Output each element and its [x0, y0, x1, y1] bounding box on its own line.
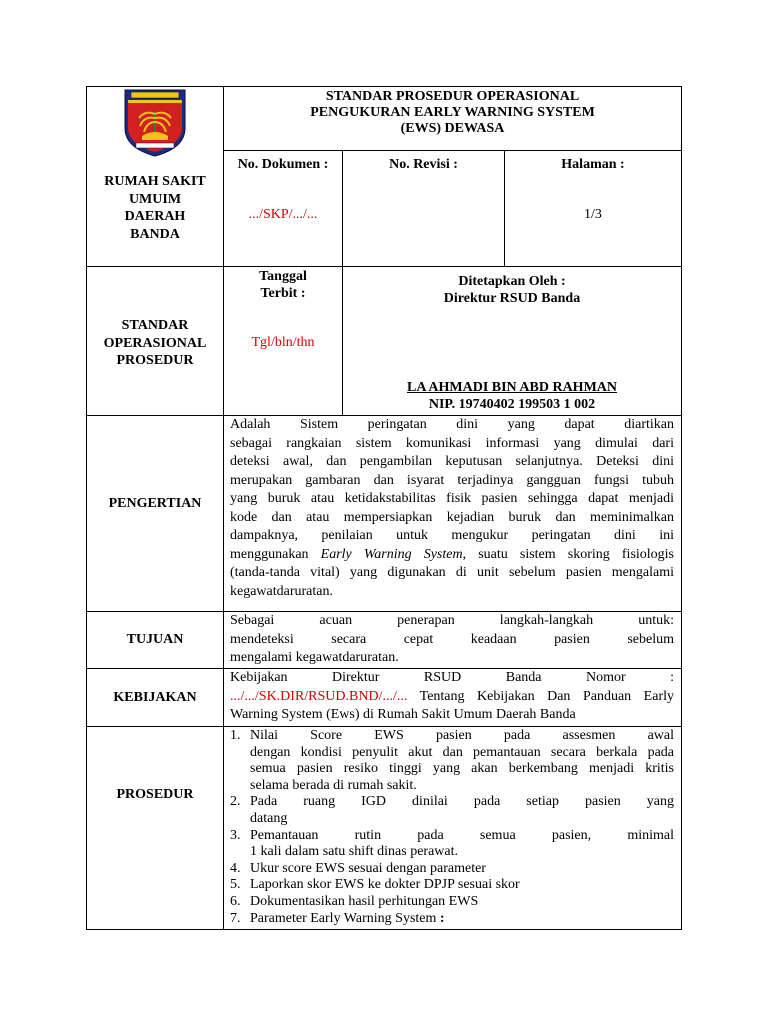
- document-title-line: PENGUKURAN EARLY WARNING SYSTEM: [310, 105, 595, 120]
- row-divider-prosedur: [86, 726, 682, 727]
- issue-date-label-line: Terbit :: [260, 286, 306, 301]
- procedure-step: [230, 794, 674, 827]
- procedure-step-line: selama berada di rumah sakit.: [250, 777, 417, 793]
- doc-number-label: No. Dokumen :: [237, 157, 329, 172]
- pengertian-line: (tanda-tanda vital) yang digunakan di unit sebelum pasien mengalami: [230, 565, 674, 580]
- hospital-name-line: UMUIM: [128, 191, 182, 207]
- pengertian-label: PENGERTIAN: [108, 496, 202, 511]
- procedure-step-line: datang: [250, 810, 288, 826]
- procedure-step-line: dengan kondisi penyulit akut dan pemantauan secara berkala pada: [250, 744, 674, 760]
- approved-by-line: Ditetapkan Oleh :: [458, 274, 566, 289]
- kebijakan-line: [230, 688, 674, 707]
- kebijakan-line-post: Tentang Kebijakan Dan Panduan Early: [407, 688, 674, 704]
- pengertian-line: dampaknya, penilaian untuk mengukur peringatan dini ini: [230, 528, 674, 543]
- issue-date-value: Tgl/bln/thn: [251, 335, 315, 350]
- pengertian-line: Adalah Sistem peringatan dini yang dapat diartikan: [230, 417, 674, 432]
- document-title-line: STANDAR PROSEDUR OPERASIONAL: [325, 89, 580, 104]
- page-label: Halaman :: [561, 157, 625, 172]
- pengertian-line: kegawatdaruratan.: [230, 583, 333, 599]
- procedure-step-line: Pemantauan rutin pada semua pasien, minimal: [250, 827, 674, 843]
- hospital-name-line: BANDA: [130, 226, 180, 242]
- kebijakan-text: [230, 669, 674, 725]
- page-value: 1/3: [584, 207, 602, 222]
- hospital-name-line: DAERAH: [124, 209, 186, 224]
- pengertian-line-pre: menggunakan: [230, 546, 309, 562]
- procedure-step: [230, 861, 674, 878]
- pengertian-line: merupakan gambaran dan isyarat terjadinya gangguan fungsi tubuh: [230, 472, 674, 488]
- doc-number-value: .../SKP/.../...: [248, 207, 318, 222]
- hospital-name-line: RUMAH SAKIT: [104, 174, 206, 189]
- procedure-step-number: 7.: [230, 910, 241, 926]
- approved-by: [343, 273, 681, 307]
- sop-label-line: STANDAR: [121, 318, 189, 333]
- procedure-step: [230, 877, 674, 894]
- tujuan-line: mengalami kegawatdaruratan.: [230, 650, 399, 665]
- pengertian-line: sebagai rangkaian sistem komunikasi informasi yang dimulai dari: [230, 435, 674, 451]
- director-name: LA AHMADI BIN ABD RAHMAN: [406, 380, 617, 395]
- procedure-step-line: semua pasien resiko tinggi yang akan berkembang menjadi kritis: [250, 761, 674, 777]
- header-title-divider: [223, 150, 682, 151]
- procedure-step-line: Dokumentasikan hasil perhitungan EWS: [250, 893, 479, 909]
- procedure-step: [230, 911, 674, 928]
- pengertian-line-post: , suatu sistem skoring fisiologis: [462, 546, 675, 562]
- procedure-step: [230, 828, 674, 861]
- table-border-right: [681, 86, 682, 930]
- procedure-step-line: 1 kali dalam satu shift dinas perawat.: [250, 844, 458, 860]
- tujuan-line: Sebagai acuan penerapan langkah-langkah untuk:: [230, 613, 674, 628]
- procedure-step-line: Laporkan skor EWS ke dokter DPJP sesuai skor: [250, 877, 520, 893]
- tujuan-line: mendeteksi secara cepat keadaan pasien sebelum: [230, 631, 674, 647]
- pengertian-text: [230, 416, 674, 601]
- procedure-step-line: Pada ruang IGD dinilai pada setiap pasien yang: [250, 794, 674, 810]
- row-divider-sop: [86, 266, 682, 267]
- document-title-line: (EWS) DEWASA: [400, 121, 505, 136]
- approved-by-line: Direktur RSUD Banda: [443, 291, 581, 306]
- early-warning-system-term: Early Warning System: [320, 546, 463, 562]
- issue-date-label-line: Tanggal: [259, 269, 307, 284]
- hospital-logo-emblem: [122, 88, 188, 158]
- prosedur-list: [230, 728, 674, 927]
- pengertian-line: [230, 546, 674, 565]
- procedure-step-number: 1.: [230, 728, 241, 743]
- sop-label: [87, 317, 223, 370]
- kebijakan-line: Kebijakan Direktur RSUD Banda Nomor :: [230, 670, 674, 685]
- procedure-step-number: 6.: [230, 893, 241, 909]
- document-title: [224, 89, 681, 137]
- director-nip: NIP. 19740402 199503 1 002: [428, 397, 596, 412]
- sop-label-line: OPERASIONAL: [103, 335, 207, 351]
- procedure-step-line: [250, 911, 674, 928]
- kebijakan-line: Warning System (Ews) di Rumah Sakit Umum Daerah Banda: [230, 707, 576, 722]
- revision-label: No. Revisi :: [389, 157, 458, 172]
- pengertian-line: deteksi awal, dan pengambilan keputusan selanjutnya. Deteksi dini: [230, 454, 674, 469]
- tujuan-text: [230, 612, 674, 668]
- procedure-step-number: 3.: [230, 827, 241, 843]
- hospital-name: [87, 173, 223, 243]
- issue-date-label: [224, 268, 342, 302]
- tujuan-label: TUJUAN: [126, 632, 184, 647]
- procedure-step: [230, 894, 674, 911]
- procedure-step-number: 4.: [230, 860, 241, 876]
- procedure-step-text: Parameter Early Warning System: [250, 910, 440, 926]
- table-border-bottom: [86, 929, 682, 930]
- procedure-step-number: 2.: [230, 794, 241, 810]
- kebijakan-label: KEBIJAKAN: [113, 690, 197, 705]
- procedure-step: [230, 728, 674, 794]
- table-border-top: [86, 86, 682, 87]
- pengertian-line: yang buruk atau ketidakstabilitas fisik pasien sehingga dapat menjadi: [230, 491, 674, 506]
- decree-reference: .../.../SK.DIR/RSUD.BND/.../...: [230, 688, 408, 704]
- pengertian-line: kode dan atau mempersiapkan kejadian buruk dan meminimalkan: [230, 509, 674, 525]
- prosedur-label: PROSEDUR: [116, 787, 194, 802]
- procedure-step-line: Nilai Score EWS pasien pada assesmen awal: [250, 728, 674, 743]
- procedure-step-number: 5.: [230, 877, 241, 893]
- sop-label-line: PROSEDUR: [116, 353, 194, 368]
- procedure-step-colon: :: [439, 910, 445, 926]
- procedure-step-line: Ukur score EWS sesuai dengan parameter: [250, 860, 486, 876]
